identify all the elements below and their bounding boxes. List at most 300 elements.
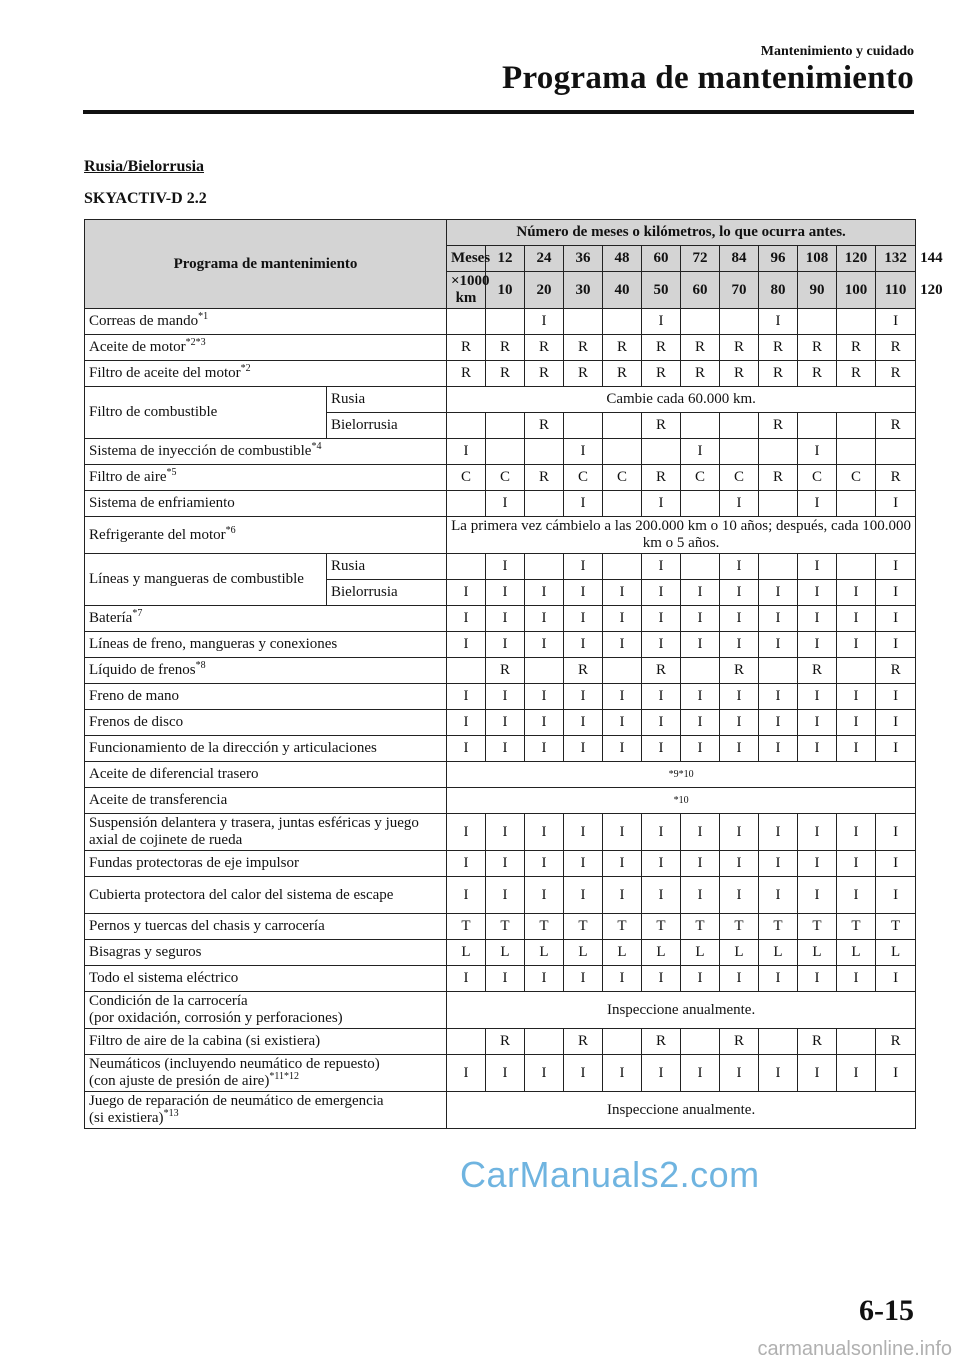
schedule-cell: T <box>720 914 759 940</box>
table-row <box>85 632 916 658</box>
schedule-cell: I <box>837 684 876 710</box>
footnote-ref: *10 <box>447 788 916 814</box>
schedule-cell <box>486 309 525 335</box>
table-row <box>85 877 916 914</box>
schedule-cell: I <box>720 966 759 992</box>
schedule-cell: R <box>642 413 681 439</box>
schedule-cell <box>837 439 876 465</box>
schedule-cell: I <box>720 606 759 632</box>
schedule-cell: L <box>720 940 759 966</box>
schedule-cell: R <box>486 1029 525 1055</box>
item-text: Juego de reparación de neumático de emergencia <box>89 1093 384 1109</box>
schedule-cell: I <box>525 580 564 606</box>
schedule-cell: I <box>681 684 720 710</box>
schedule-cell: I <box>486 1055 525 1092</box>
schedule-cell: R <box>681 361 720 387</box>
item-text: Correas de mando <box>89 313 199 329</box>
schedule-cell: I <box>525 632 564 658</box>
item-label <box>85 439 447 465</box>
schedule-cell: I <box>759 309 798 335</box>
header-rule <box>83 110 914 114</box>
item-label <box>85 788 447 814</box>
item-text: Condición de la carrocería <box>89 993 248 1009</box>
table-row <box>85 606 916 632</box>
schedule-cell: I <box>759 710 798 736</box>
schedule-cell: R <box>759 335 798 361</box>
footnote-ref: *8 <box>195 660 206 671</box>
schedule-cell: I <box>876 684 916 710</box>
table-row <box>85 788 916 814</box>
schedule-cell: I <box>603 877 642 914</box>
item-text: Suspensión delantera y trasera, juntas esféricas y juego axial de cojinete de rueda <box>89 815 419 848</box>
item-label <box>85 877 447 914</box>
schedule-cell: I <box>759 1055 798 1092</box>
footnote-ref: *2 <box>240 363 251 374</box>
item-label <box>85 606 447 632</box>
schedule-cell: I <box>837 877 876 914</box>
footnote-ref: *13 <box>163 1108 179 1119</box>
km-row: ×1000 km 10 20 30 40 50 60 70 80 90 100 110 120 <box>85 272 916 309</box>
schedule-cell <box>759 554 798 580</box>
item-text-line2: (con ajuste de presión de aire) <box>89 1073 270 1089</box>
schedule-cell: I <box>681 851 720 877</box>
schedule-cell: I <box>720 814 759 851</box>
schedule-cell: I <box>564 632 603 658</box>
schedule-cell: R <box>720 658 759 684</box>
schedule-cell <box>837 309 876 335</box>
schedule-cell: I <box>720 580 759 606</box>
schedule-cell: I <box>525 309 564 335</box>
months-cell: 132 <box>876 246 916 272</box>
schedule-cell: I <box>564 554 603 580</box>
schedule-cell: C <box>603 465 642 491</box>
km-cell: 50 <box>642 272 681 309</box>
table-row <box>85 658 916 684</box>
item-text: Líneas de freno, mangueras y conexiones <box>89 636 338 652</box>
schedule-cell: I <box>525 606 564 632</box>
table-row <box>85 684 916 710</box>
schedule-cell: I <box>720 877 759 914</box>
item-label <box>85 554 327 606</box>
schedule-cell: R <box>759 413 798 439</box>
table-row <box>85 335 916 361</box>
schedule-cell: I <box>798 736 837 762</box>
schedule-cell: I <box>525 1055 564 1092</box>
schedule-cell: R <box>876 1029 916 1055</box>
table-row <box>85 762 916 788</box>
schedule-cell: I <box>642 491 681 517</box>
item-label <box>85 491 447 517</box>
schedule-cell: C <box>447 465 486 491</box>
footnote-ref: *5 <box>166 467 177 478</box>
schedule-cell: I <box>447 851 486 877</box>
schedule-cell: I <box>681 877 720 914</box>
schedule-cell: L <box>876 940 916 966</box>
engine-heading: SKYACTIV-D 2.2 <box>84 190 207 207</box>
table-row <box>85 387 916 413</box>
schedule-cell: I <box>876 966 916 992</box>
schedule-cell: R <box>525 465 564 491</box>
schedule-cell: I <box>486 580 525 606</box>
item-label <box>85 992 447 1029</box>
region-heading: Rusia/Bielorrusia <box>84 158 205 175</box>
schedule-cell: R <box>681 335 720 361</box>
schedule-cell <box>681 309 720 335</box>
schedule-cell: T <box>798 914 837 940</box>
item-text: Fundas protectoras de eje impulsor <box>89 855 299 871</box>
sub-item-label: Rusia <box>327 554 447 580</box>
schedule-cell: I <box>837 736 876 762</box>
schedule-cell: I <box>564 580 603 606</box>
km-cell: 30 <box>564 272 603 309</box>
schedule-cell: R <box>720 1029 759 1055</box>
schedule-cell: I <box>681 710 720 736</box>
months-cell: 120 <box>837 246 876 272</box>
item-label <box>85 1029 447 1055</box>
schedule-cell: I <box>642 309 681 335</box>
schedule-cell: I <box>603 851 642 877</box>
schedule-cell: T <box>759 914 798 940</box>
item-text: Batería <box>89 610 133 626</box>
schedule-cell: R <box>876 465 916 491</box>
table-corner-header: Programa de mantenimiento <box>85 220 447 309</box>
schedule-cell: R <box>642 465 681 491</box>
schedule-cell <box>603 658 642 684</box>
schedule-cell: I <box>603 684 642 710</box>
km-cell: 100 <box>837 272 876 309</box>
item-label <box>85 361 447 387</box>
schedule-cell: I <box>642 580 681 606</box>
schedule-cell <box>759 658 798 684</box>
footnote-ref: *9*10 <box>447 762 916 788</box>
schedule-cell: T <box>876 914 916 940</box>
schedule-cell <box>525 1029 564 1055</box>
schedule-cell: I <box>876 580 916 606</box>
schedule-cell: R <box>798 335 837 361</box>
km-cell: 110 <box>876 272 916 309</box>
schedule-cell: R <box>759 361 798 387</box>
schedule-cell <box>603 439 642 465</box>
schedule-cell: T <box>681 914 720 940</box>
schedule-cell: C <box>681 465 720 491</box>
schedule-cell <box>525 491 564 517</box>
schedule-cell: T <box>564 914 603 940</box>
schedule-cell: I <box>642 710 681 736</box>
schedule-cell: I <box>876 736 916 762</box>
item-text-line2: (si existiera) <box>89 1110 164 1126</box>
schedule-cell: I <box>642 684 681 710</box>
schedule-cell <box>447 309 486 335</box>
schedule-cell: R <box>876 658 916 684</box>
schedule-cell: I <box>447 439 486 465</box>
schedule-cell: I <box>486 877 525 914</box>
schedule-cell: L <box>486 940 525 966</box>
schedule-cell: I <box>525 736 564 762</box>
schedule-cell: I <box>603 966 642 992</box>
table-row <box>85 465 916 491</box>
schedule-cell: R <box>603 361 642 387</box>
item-text: Sistema de inyección de combustible <box>89 443 312 459</box>
schedule-cell: L <box>642 940 681 966</box>
schedule-cell: R <box>876 413 916 439</box>
schedule-cell: R <box>642 658 681 684</box>
schedule-cell: L <box>759 940 798 966</box>
schedule-cell: I <box>642 1055 681 1092</box>
schedule-cell: R <box>837 335 876 361</box>
schedule-cell <box>720 439 759 465</box>
months-label: Meses <box>447 246 486 272</box>
schedule-cell: T <box>837 914 876 940</box>
item-text: Aceite de diferencial trasero <box>89 766 259 782</box>
item-label <box>85 632 447 658</box>
schedule-cell: I <box>603 580 642 606</box>
km-cell: 40 <box>603 272 642 309</box>
maintenance-table <box>84 219 943 1129</box>
schedule-cell: R <box>642 361 681 387</box>
schedule-cell <box>876 439 916 465</box>
footnote-ref: *1 <box>198 311 209 322</box>
item-label <box>85 517 447 554</box>
item-label <box>85 1055 447 1092</box>
schedule-cell: I <box>603 710 642 736</box>
schedule-cell: I <box>798 491 837 517</box>
schedule-cell: I <box>525 710 564 736</box>
months-cell: 12 <box>486 246 525 272</box>
schedule-cell <box>681 554 720 580</box>
schedule-cell: I <box>876 710 916 736</box>
months-cell: 36 <box>564 246 603 272</box>
schedule-cell: L <box>798 940 837 966</box>
km-cell: 60 <box>681 272 720 309</box>
schedule-cell: I <box>447 736 486 762</box>
span-text: Cambie cada 60.000 km. <box>447 387 916 413</box>
schedule-cell: I <box>759 851 798 877</box>
schedule-cell: I <box>759 684 798 710</box>
table-row <box>85 517 916 554</box>
schedule-cell: I <box>798 814 837 851</box>
schedule-cell: I <box>681 814 720 851</box>
schedule-cell: I <box>837 966 876 992</box>
interval-heading: Número de meses o kilómetros, lo que ocurra antes. <box>447 220 916 246</box>
schedule-cell: I <box>447 606 486 632</box>
schedule-cell <box>564 413 603 439</box>
schedule-cell: I <box>759 877 798 914</box>
schedule-cell: R <box>720 335 759 361</box>
schedule-cell: C <box>486 465 525 491</box>
item-text: Sistema de enfriamiento <box>89 495 235 511</box>
schedule-cell <box>720 413 759 439</box>
sub-item-label: Rusia <box>327 387 447 413</box>
item-text: Aceite de transferencia <box>89 792 228 808</box>
schedule-cell <box>447 491 486 517</box>
schedule-cell: T <box>603 914 642 940</box>
table-row <box>85 361 916 387</box>
item-label <box>85 335 447 361</box>
schedule-cell: I <box>564 491 603 517</box>
schedule-cell: I <box>525 877 564 914</box>
schedule-cell <box>681 491 720 517</box>
schedule-cell <box>759 439 798 465</box>
table-row <box>85 1092 916 1129</box>
schedule-cell: I <box>876 1055 916 1092</box>
table-row <box>85 914 916 940</box>
months-cell: 48 <box>603 246 642 272</box>
table-row <box>85 710 916 736</box>
schedule-cell: I <box>486 491 525 517</box>
schedule-cell: I <box>603 736 642 762</box>
schedule-cell: I <box>759 736 798 762</box>
schedule-cell: I <box>837 632 876 658</box>
page-title: Programa de mantenimiento <box>502 60 914 96</box>
schedule-cell: R <box>876 335 916 361</box>
item-label <box>85 1092 447 1129</box>
schedule-cell: I <box>681 1055 720 1092</box>
schedule-cell: I <box>447 814 486 851</box>
schedule-cell: R <box>798 1029 837 1055</box>
item-label <box>85 465 447 491</box>
table-row <box>85 940 916 966</box>
schedule-cell: R <box>642 1029 681 1055</box>
item-label <box>85 966 447 992</box>
schedule-cell: C <box>564 465 603 491</box>
schedule-cell: I <box>564 966 603 992</box>
schedule-cell: I <box>798 966 837 992</box>
schedule-cell: L <box>525 940 564 966</box>
section-title: Mantenimiento y cuidado <box>760 44 914 59</box>
schedule-cell <box>720 309 759 335</box>
schedule-cell <box>798 309 837 335</box>
schedule-cell: R <box>876 361 916 387</box>
schedule-cell: I <box>798 877 837 914</box>
item-text: Funcionamiento de la dirección y articulaciones <box>89 740 377 756</box>
schedule-cell: I <box>837 851 876 877</box>
item-label <box>85 387 327 439</box>
schedule-cell: R <box>603 335 642 361</box>
span-text: Inspeccione anualmente. <box>447 992 916 1029</box>
item-label <box>85 851 447 877</box>
schedule-cell: I <box>447 1055 486 1092</box>
schedule-cell: I <box>759 606 798 632</box>
schedule-cell: I <box>798 710 837 736</box>
item-text: Filtro de aire <box>89 469 167 485</box>
schedule-cell: I <box>447 580 486 606</box>
schedule-cell: I <box>447 710 486 736</box>
schedule-cell: I <box>564 684 603 710</box>
schedule-cell: I <box>876 309 916 335</box>
schedule-cell: I <box>837 580 876 606</box>
schedule-cell: I <box>876 491 916 517</box>
schedule-cell: I <box>876 877 916 914</box>
item-label <box>85 658 447 684</box>
item-text: Refrigerante del motor <box>89 526 226 543</box>
item-label <box>85 940 447 966</box>
schedule-cell: T <box>447 914 486 940</box>
schedule-cell: R <box>564 1029 603 1055</box>
schedule-cell: I <box>681 580 720 606</box>
schedule-cell: I <box>486 606 525 632</box>
schedule-cell: I <box>642 877 681 914</box>
schedule-cell: L <box>681 940 720 966</box>
schedule-cell: I <box>798 851 837 877</box>
watermark-text: CarManuals2.com <box>460 1154 760 1195</box>
km-cell: 70 <box>720 272 759 309</box>
table-row <box>85 1029 916 1055</box>
schedule-cell: I <box>564 606 603 632</box>
schedule-cell <box>603 1029 642 1055</box>
schedule-cell: I <box>564 439 603 465</box>
schedule-cell: I <box>603 814 642 851</box>
schedule-cell: I <box>642 814 681 851</box>
schedule-cell <box>837 413 876 439</box>
schedule-cell: I <box>486 736 525 762</box>
schedule-cell: I <box>720 851 759 877</box>
schedule-cell: I <box>720 684 759 710</box>
footnote-ref: *4 <box>311 441 322 452</box>
schedule-cell: R <box>798 658 837 684</box>
item-text: Líneas y mangueras de combustible <box>89 571 304 587</box>
schedule-cell: I <box>525 684 564 710</box>
schedule-cell: L <box>603 940 642 966</box>
schedule-cell <box>564 309 603 335</box>
sub-item-label: Bielorrusia <box>327 580 447 606</box>
footnote-ref: *11*12 <box>269 1071 299 1082</box>
schedule-cell: I <box>525 814 564 851</box>
schedule-cell: I <box>486 632 525 658</box>
item-text: Neumáticos (incluyendo neumático de repuesto) <box>89 1056 380 1072</box>
schedule-cell: I <box>525 966 564 992</box>
table-row <box>85 814 916 851</box>
schedule-cell: I <box>837 1055 876 1092</box>
schedule-cell: I <box>798 580 837 606</box>
schedule-cell: I <box>798 439 837 465</box>
schedule-cell: I <box>720 736 759 762</box>
footer-site-text: carmanualsonline.info <box>757 1338 952 1360</box>
item-label <box>85 710 447 736</box>
item-text: Todo el sistema eléctrico <box>89 970 239 986</box>
item-text: Filtro de aceite del motor <box>89 365 241 381</box>
schedule-cell: I <box>564 851 603 877</box>
months-cell: 72 <box>681 246 720 272</box>
footnote-ref: *6 <box>225 524 236 536</box>
schedule-cell: C <box>837 465 876 491</box>
schedule-cell <box>603 554 642 580</box>
schedule-cell: I <box>759 580 798 606</box>
schedule-cell: I <box>603 1055 642 1092</box>
schedule-cell: I <box>837 606 876 632</box>
schedule-cell: I <box>486 814 525 851</box>
schedule-cell: L <box>564 940 603 966</box>
km-cell: 10 <box>486 272 525 309</box>
schedule-cell: I <box>447 684 486 710</box>
schedule-cell: T <box>525 914 564 940</box>
schedule-cell: I <box>798 554 837 580</box>
item-label <box>85 814 447 851</box>
schedule-cell: I <box>603 632 642 658</box>
schedule-cell: I <box>798 684 837 710</box>
schedule-cell: I <box>798 1055 837 1092</box>
schedule-cell: I <box>642 554 681 580</box>
km-label: ×1000 km <box>447 272 486 309</box>
schedule-cell: L <box>837 940 876 966</box>
schedule-cell <box>798 413 837 439</box>
span-text: Inspeccione anualmente. <box>447 1092 916 1129</box>
schedule-cell: I <box>720 632 759 658</box>
schedule-cell: I <box>642 966 681 992</box>
schedule-cell: C <box>798 465 837 491</box>
schedule-cell: I <box>564 1055 603 1092</box>
schedule-cell: L <box>447 940 486 966</box>
schedule-cell <box>759 491 798 517</box>
